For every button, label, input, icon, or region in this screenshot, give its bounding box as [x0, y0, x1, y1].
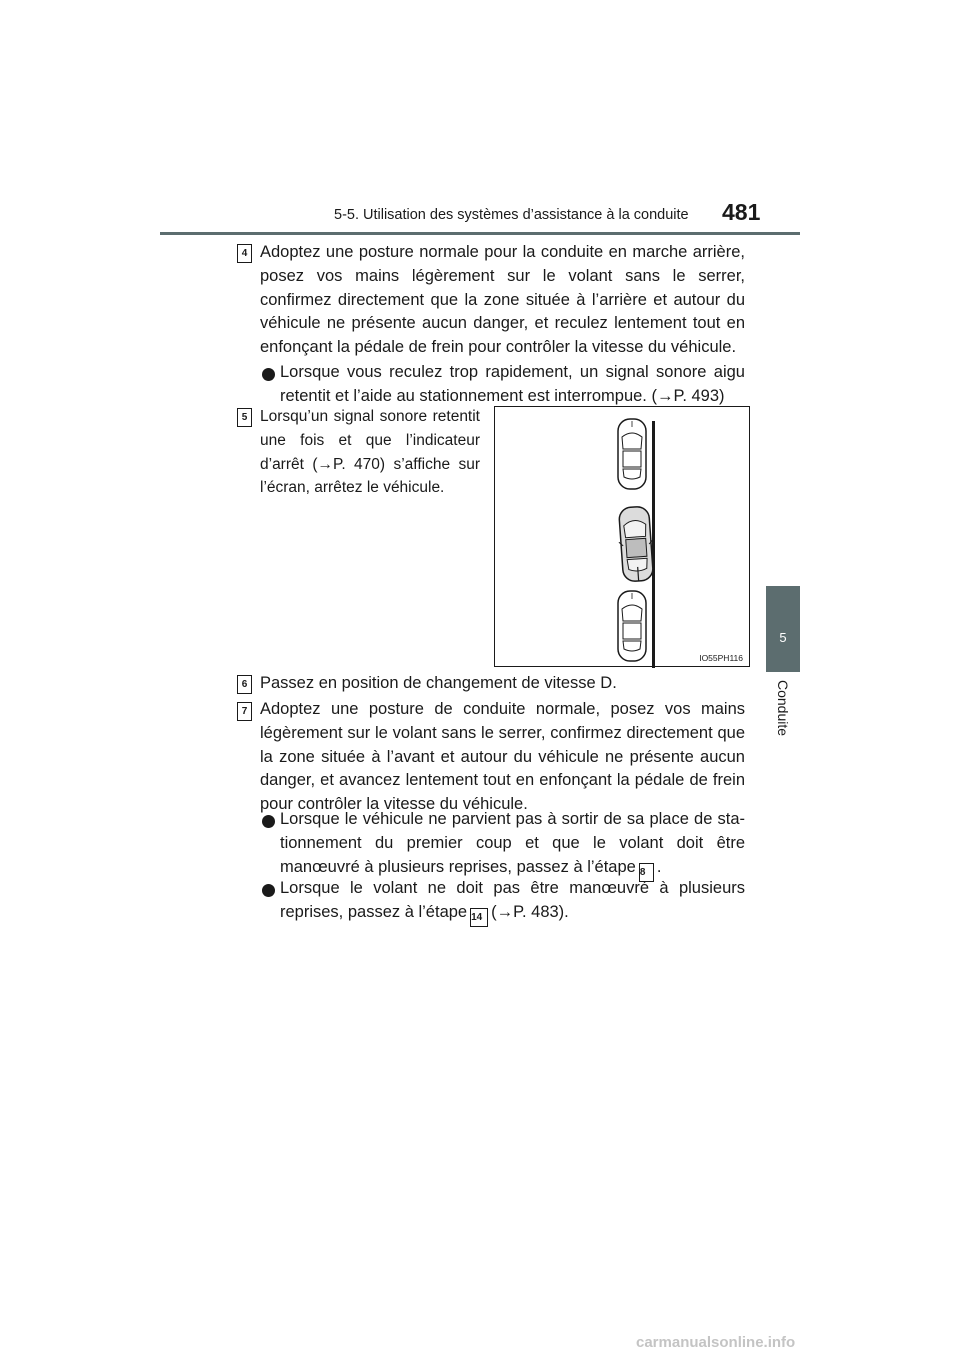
step-4-text [260, 241, 745, 360]
step-number-5: 5 [237, 408, 252, 427]
chapter-number: 5 [779, 630, 787, 645]
parking-diagram [495, 407, 751, 668]
bullet-dot [262, 815, 275, 828]
parking-illustration [494, 406, 750, 667]
section-title: 5-5. Utilisation des systèmes d’assistance à la conduite [334, 207, 689, 223]
step-7-bullet-1-text [280, 808, 745, 882]
step-ref-14[interactable]: 14 [470, 908, 488, 927]
step-4-bullet-1-text: Lorsque vous reculez trop rapidement, un signal sonore aigu retentit et l’aide au stationnement est interrompue. (→P. 493) [280, 363, 745, 405]
bullet-1-before: Lorsque le véhicule ne parvient pas à sortir de sa place de sta-tionnement du premier coup et que le volant doit être manœuvré à plusieurs reprises, passez à l’étape [280, 810, 745, 876]
header-divider [160, 232, 800, 235]
step-5-text [260, 405, 480, 500]
step-6-paragraph: Passez en position de changement de vitesse D. [260, 674, 617, 692]
chapter-tab[interactable] [766, 586, 800, 672]
reversing-car [617, 506, 656, 582]
step-number-4: 4 [237, 244, 252, 263]
step-number-7: 7 [237, 702, 252, 721]
step-5-paragraph: Lorsqu’un signal sonore retentit une fois et que l’indicateur d’arrêt (→P. 470) s’affiche sur l’écran, arrêtez le véhicule. [260, 408, 480, 497]
curb-line [652, 421, 655, 668]
bullet-2-before: Lorsque le volant ne doit pas être manœuvré à plusieurs reprises, passez à l’étape [280, 879, 745, 921]
figure-code: IO55PH116 [699, 653, 743, 663]
bullet-dot [262, 368, 275, 381]
step-4-paragraph: Adoptez une posture normale pour la conduite en marche arrière, posez vos mains légèrement sur le volant sans le serrer, confirmez directement que la zone située à l’arrière et autour du véhicule ne présente aucun danger, et reculez lentement tout en enfonçant la pédale de frein pour contrôler la vitesse du véhicule. [260, 243, 745, 357]
step-7-bullet-1 [280, 808, 745, 882]
step-4-bullet-1 [280, 361, 745, 409]
page-number: 481 [722, 199, 761, 225]
bullet-1-after: . [656, 857, 662, 876]
parked-car-front [618, 419, 646, 489]
step-7-text [260, 698, 745, 817]
chapter-label-text: Conduite [775, 680, 791, 737]
bullet-dot [262, 884, 275, 897]
step-7-paragraph: Adoptez une posture de conduite normale, posez vos mains légèrement sur le volant sans le serrer, confirmez directement que la zone située à l’avant et autour du véhicule ne présente aucun danger, et avancez lentement tout en enfonçant la pédale de frein pour contrôler la vitesse du véhicule. [260, 700, 745, 814]
chapter-label [766, 680, 800, 750]
step-7-bullet-2 [280, 877, 745, 927]
step-6-text [260, 672, 745, 696]
watermark: carmanualsonline.info [636, 1334, 796, 1351]
bullet-2-after: (→P. 483). [491, 902, 569, 921]
step-7-bullet-2-text [280, 877, 745, 927]
step-number-6: 6 [237, 675, 252, 694]
step-ref-8[interactable]: 8 [639, 863, 654, 882]
parked-car-rear [618, 591, 646, 661]
